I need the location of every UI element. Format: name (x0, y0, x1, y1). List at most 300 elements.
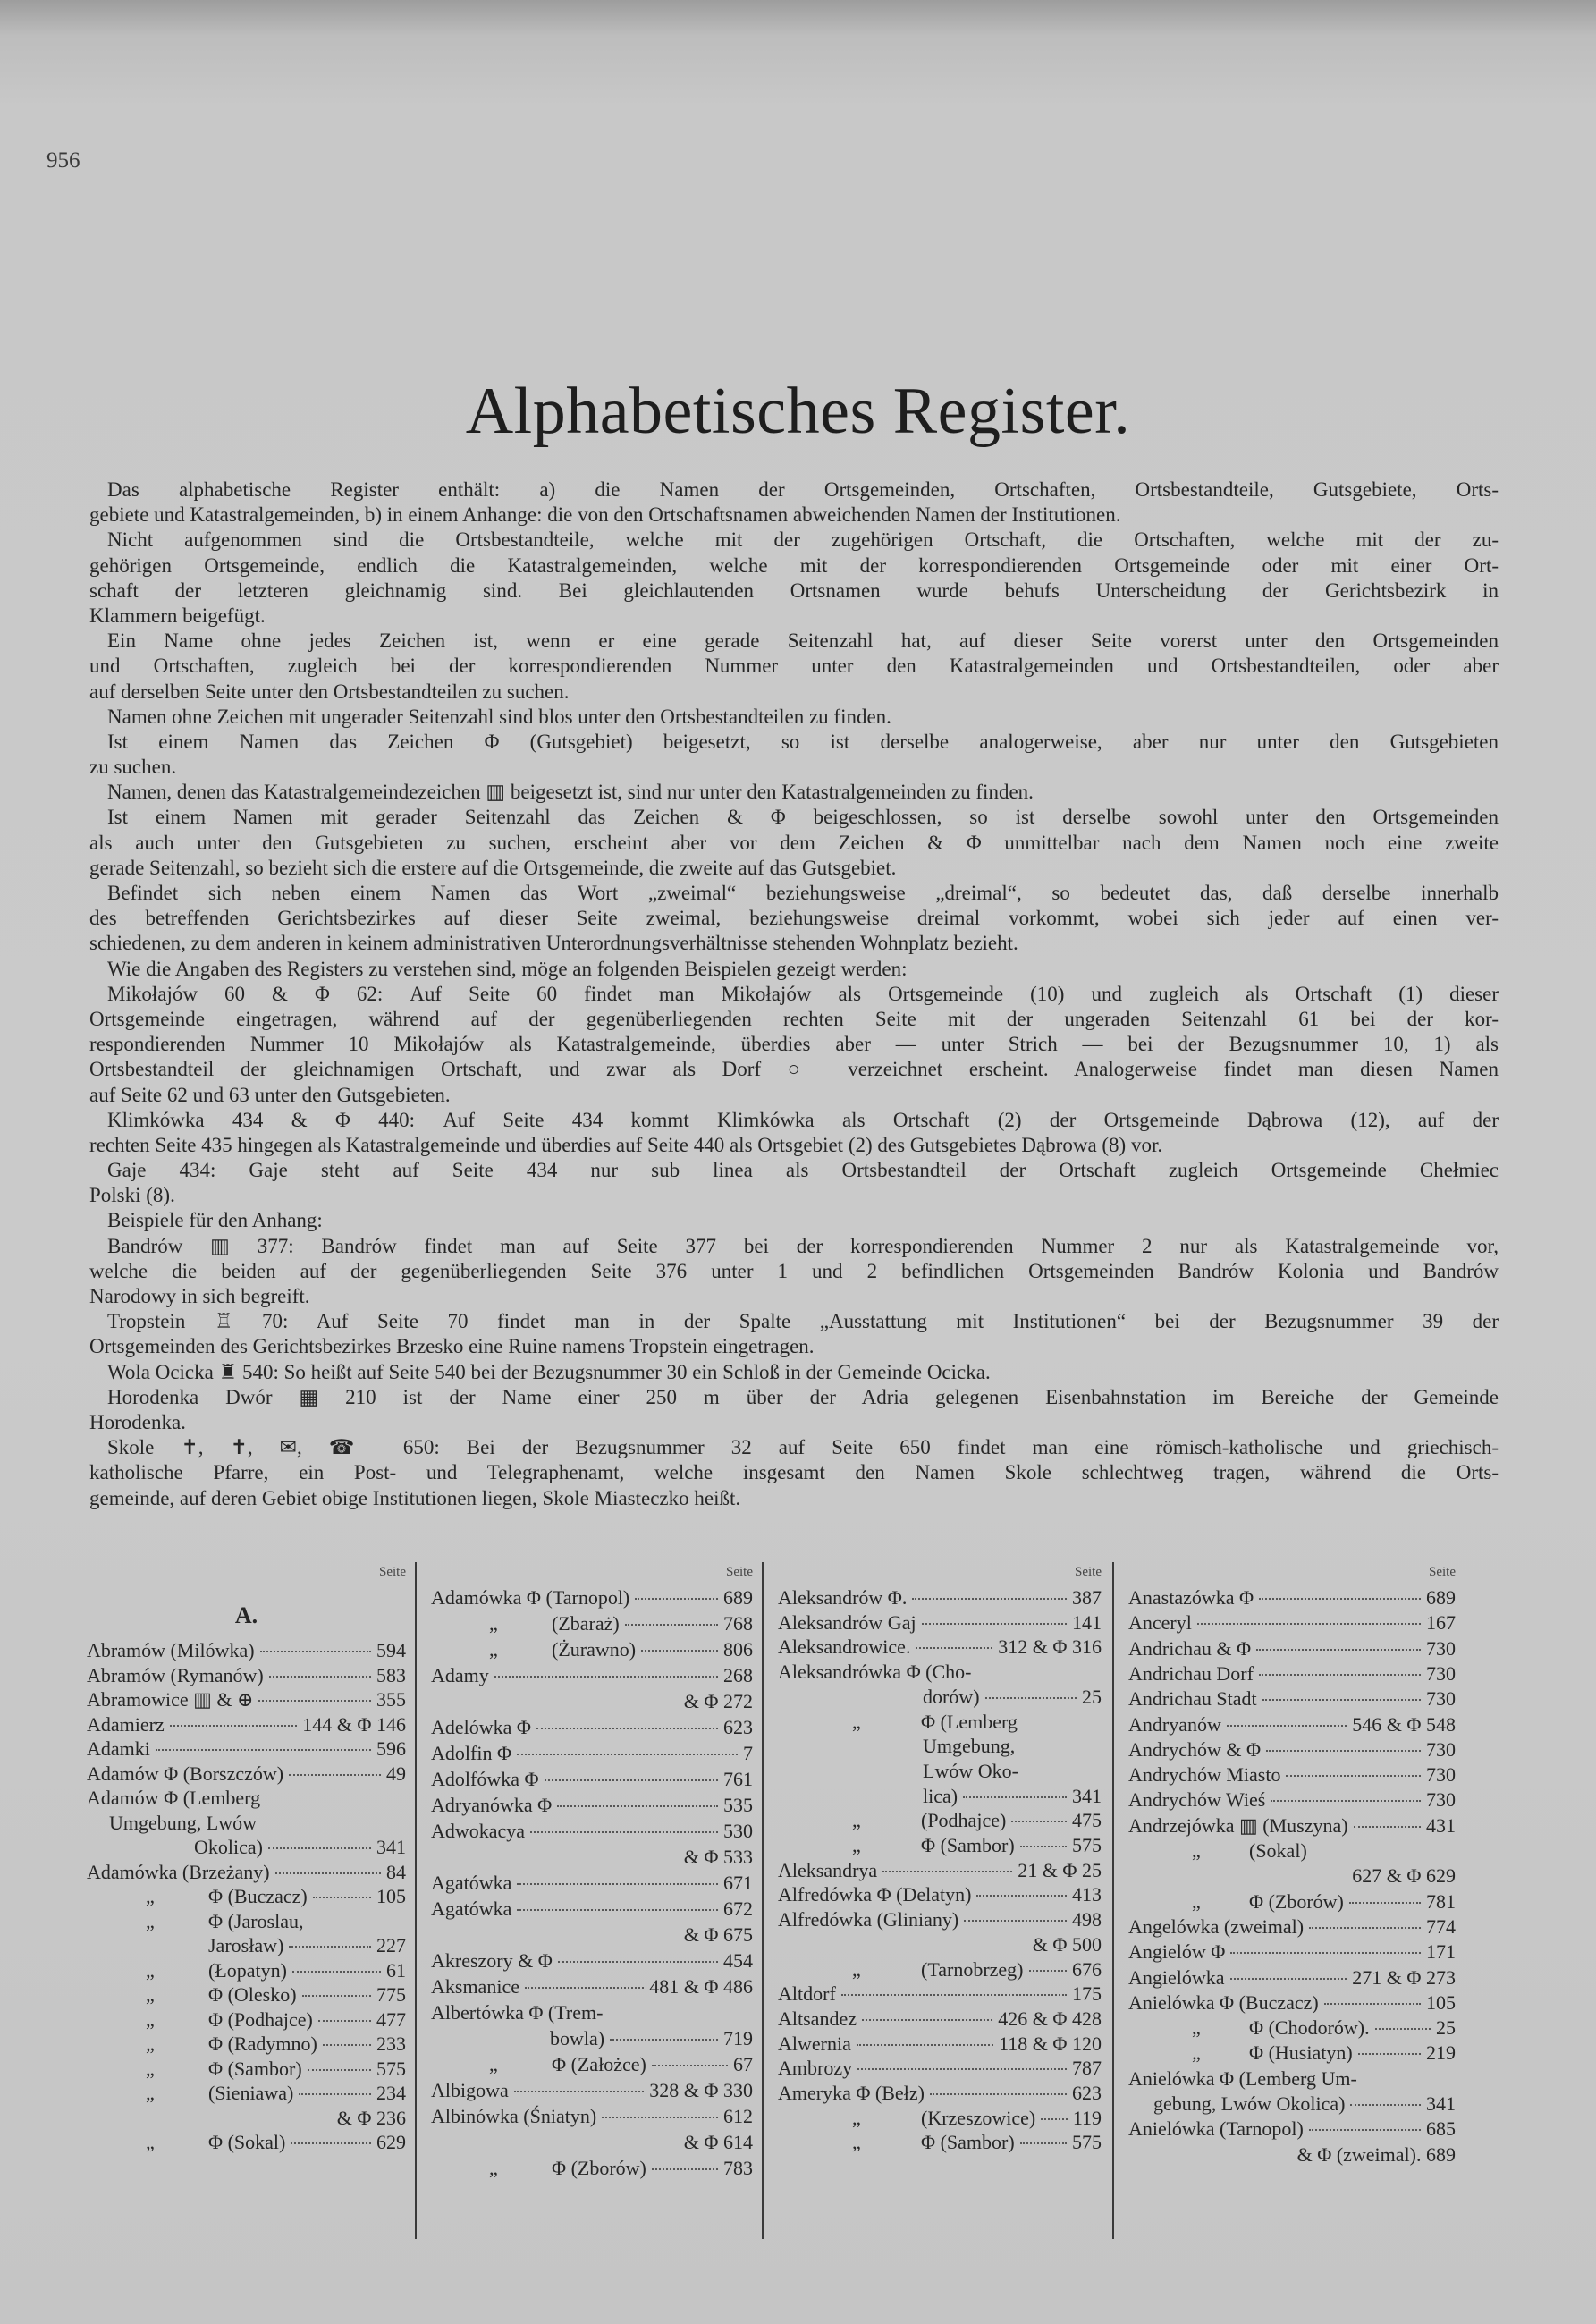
entry-name: Andryanów (1128, 1712, 1221, 1736)
text-line: gemeinde, auf deren Gebiet obige Institutionen liegen, Skole Miasteczko heißt. (89, 1486, 741, 1509)
entry-page-number: 730 (1426, 1636, 1456, 1660)
text-line: gebiete und Katastralgemeinden, b) in einem Anhange: die von den Ortschaftsnamen abweichenden Namen der Institutionen. (89, 503, 1121, 527)
entry-name: Φ (Sokal) (208, 2131, 286, 2153)
text-line: auf Seite 62 und 63 unter den Gutsgebieten. (89, 1083, 451, 1106)
entry-page-number: 546 & Φ 548 (1352, 1712, 1456, 1736)
text-line: Befindet sich neben einem Namen das Wort „zweimal“ beziehungsweise „dreimal“, so bedeutet das, daß derselbe innerhalb (107, 882, 1499, 904)
text-line: Narodowy in sich begreift. (89, 1285, 310, 1307)
entry-name: (Zbaraż) (552, 1612, 620, 1635)
entry-page-number: 312 & Φ 316 (998, 1635, 1102, 1659)
entry-page-number: 67 (733, 2053, 753, 2075)
entry-page-number: 167 (1426, 1611, 1456, 1635)
index-entry (87, 1664, 406, 1687)
entry-page-number: 61 (386, 1958, 406, 1982)
index-entry (431, 1768, 753, 1791)
leader-dots (268, 1847, 371, 1849)
leader-dots (1266, 1750, 1421, 1752)
entry-name: Φ (Zborów) (1249, 1889, 1344, 1913)
leader-dots (652, 2168, 718, 2170)
entry-page-number: 787 (1072, 2057, 1102, 2080)
index-entry (778, 2007, 1102, 2031)
entry-page-number: 119 (1072, 2106, 1102, 2129)
page-column-header: Seite (1075, 1565, 1102, 1579)
page-column-header: Seite (1429, 1565, 1456, 1579)
index-entry (778, 1661, 1102, 1684)
entry-page-number: 49 (386, 1762, 406, 1785)
index-entry (778, 1686, 1102, 1709)
entry-page-number: 774 (1426, 1914, 1456, 1938)
index-entry (778, 2107, 1102, 2130)
index-entry (778, 1982, 1102, 2006)
index-entry (778, 1883, 1102, 1906)
entry-page-number: 454 (723, 1949, 753, 1972)
index-entry (1128, 2041, 1456, 2065)
leader-dots (1349, 1902, 1421, 1904)
entry-page-number: 341 (376, 1836, 406, 1858)
index-entry (431, 1923, 753, 1947)
entry-page-number: 21 & Φ 25 (1018, 1858, 1102, 1881)
entry-page-number: 623 (1072, 2082, 1102, 2104)
section-letter: A. (234, 1602, 258, 1628)
text-line: Namen, denen das Katastralgemeindezeichen ▥ beigesetzt ist, sind nur unter den Katastralgemeinden zu finden. (107, 781, 1034, 804)
text-line: Bandrów ▥ 377: Bandrów findet man auf Seite 377 bei der korrespondierenden Nummer 2 nur als Katastralgemeinde vor, (107, 1234, 1499, 1257)
leader-dots (156, 1749, 371, 1751)
text-line: Ist einem Namen mit gerader Seitenzahl das Zeichen & Φ beigeschlossen, so ist derselbe sowohl unter den Ortsgemeinden (107, 806, 1499, 829)
leader-dots (302, 1995, 371, 1997)
entry-name: Φ (Założce) (552, 2053, 646, 2075)
ditto-mark: „ (1192, 1839, 1201, 1862)
leader-dots (517, 1909, 718, 1911)
leader-dots (525, 1987, 644, 1989)
index-entry (1128, 1662, 1456, 1686)
index-entry (431, 2001, 753, 2024)
index-entry (87, 1713, 406, 1737)
entry-name: Φ (Olesko) (208, 1983, 297, 2006)
text-line: rechten Seite 435 hingegen als Katastralgemeinde und überdies auf Seite 440 als Ortsgebiet (2) des Gutsgebietes Dąbrowa (8) vor. (89, 1133, 1163, 1156)
ditto-mark: „ (146, 1958, 155, 1982)
leader-dots (916, 1647, 992, 1649)
entry-page-number: 144 & Φ 146 (302, 1712, 406, 1736)
entry-page-number: 355 (376, 1688, 406, 1711)
entry-page-number: 25 (1082, 1685, 1102, 1708)
entry-name: Adamów Φ (Lemberg (87, 1787, 261, 1809)
index-entry (431, 2027, 753, 2050)
index-entry (778, 1834, 1102, 1857)
entry-name: (Sieniawa) (208, 2082, 294, 2104)
index-entry (431, 1664, 753, 1687)
entry-name: Anceryl (1128, 1611, 1192, 1635)
entry-page-number: 575 (1072, 1834, 1102, 1856)
index-entry (87, 2082, 406, 2105)
leader-dots (1262, 1699, 1421, 1701)
entry-page-number: 719 (723, 2027, 753, 2049)
leader-dots (862, 2019, 992, 2021)
text-line: Klimkówka 434 & Φ 440: Auf Seite 434 kommt Klimkówka als Ortschaft (2) der Ortsgemeinde Dąbrowa (12), auf der (107, 1108, 1499, 1131)
index-entry (1128, 2117, 1456, 2141)
entry-page-number: & Φ 614 (683, 2131, 753, 2153)
index-entry (1128, 1814, 1456, 1838)
entry-page-number: 105 (1426, 1990, 1456, 2014)
entry-name: (Krzeszowice) (921, 2106, 1036, 2129)
ditto-mark: „ (852, 2106, 861, 2129)
leader-dots (602, 2117, 718, 2118)
index-entry (431, 1586, 753, 1610)
leader-dots (269, 1676, 371, 1678)
leader-dots (292, 1971, 381, 1973)
leader-dots (1354, 1826, 1421, 1828)
index-entry (431, 2105, 753, 2128)
index-entry (431, 2079, 753, 2102)
index-entry (87, 1910, 406, 1933)
leader-dots (635, 1598, 718, 1600)
leader-dots (976, 1895, 1067, 1897)
leader-dots (985, 1697, 1077, 1699)
text-line: Tropstein ♖ 70: Auf Seite 70 findet man in der Spalte „Ausstattung mit Institutionen“ bei der Bezugsnummer 39 der (107, 1310, 1499, 1333)
entry-name: Angielów Φ (1128, 1940, 1226, 1964)
index-entry (778, 2057, 1102, 2080)
entry-name: Adamki (87, 1737, 150, 1760)
leader-dots (857, 2044, 993, 2046)
ditto-mark: „ (1192, 2016, 1201, 2040)
index-entry (87, 1836, 406, 1859)
ditto-mark: „ (852, 1809, 861, 1832)
entry-name: Okolica) (194, 1836, 263, 1858)
leader-dots (289, 1946, 371, 1948)
index-entry (778, 1908, 1102, 1931)
index-entry (1128, 1915, 1456, 1939)
ditto-mark: „ (852, 1710, 861, 1733)
entry-name: Lwów Oko- (923, 1759, 1018, 1782)
entry-page-number: 271 & Φ 273 (1352, 1965, 1456, 1989)
entry-name: Jarosław) (208, 1934, 284, 1956)
leader-dots (610, 2039, 718, 2041)
column-divider (415, 1562, 417, 2239)
entry-page-number: 234 (376, 2082, 406, 2104)
index-entry (431, 1846, 753, 1869)
entry-name: Andrichau & Φ (1128, 1636, 1252, 1660)
index-entry (778, 1859, 1102, 1882)
page-number: 956 (46, 148, 80, 173)
entry-page-number: 341 (1426, 2092, 1456, 2115)
page-column-header: Seite (726, 1565, 753, 1579)
leader-dots (1020, 2142, 1067, 2144)
entry-page-number: 575 (1072, 2131, 1102, 2154)
entry-page-number: 730 (1426, 1763, 1456, 1787)
entry-page-number: 328 & Φ 330 (649, 2079, 753, 2101)
entry-name: (Podhajce) (921, 1809, 1007, 1832)
text-line: Horodenka Dwór ▦ 210 ist der Name einer 250 m über der Adria gelegenen Eisenbahnstation im Bereiche der Gemeinde (107, 1385, 1499, 1408)
leader-dots (289, 1774, 381, 1776)
entry-page-number: 268 (723, 1664, 753, 1686)
leader-dots (318, 2020, 371, 2022)
entry-name: Anielówka Φ (Lemberg Um- (1128, 2066, 1357, 2090)
index-entry (87, 2131, 406, 2154)
entry-name: Aksmanice (431, 1975, 519, 1998)
index-entry (1128, 1586, 1456, 1610)
leader-dots (1029, 1970, 1067, 1972)
leader-dots (1309, 1927, 1421, 1929)
text-line: katholische Pfarre, ein Post- und Telegraphenamt, welche insgesamt den Namen Skole schlechtweg tragen, während die Orts- (89, 1461, 1499, 1484)
index-entry (1128, 2016, 1456, 2040)
entry-name: Φ (Sambor) (921, 2131, 1015, 2154)
leader-dots (536, 1728, 718, 1729)
entry-page-number: 475 (1072, 1809, 1102, 1832)
entry-page-number: 535 (723, 1794, 753, 1816)
entry-name: lica) (923, 1784, 958, 1807)
leader-dots (170, 1725, 298, 1727)
leader-dots (1375, 2028, 1431, 2030)
text-line: Ein Name ohne jedes Zeichen ist, wenn er eine gerade Seitenzahl hat, auf dieser Seite vorerst unter den Ortsgemeinden (107, 630, 1499, 653)
ditto-mark: „ (146, 2057, 155, 2080)
leader-dots (530, 1831, 718, 1833)
text-line: Wie die Angaben des Registers zu verstehen sind, möge an folgenden Beispielen gezeigt werden: (107, 957, 908, 980)
entry-name: Altdorf (778, 1982, 836, 2006)
entry-name: Abramowice ▥ & ⊕ (87, 1688, 254, 1711)
text-line: Mikołajów 60 & Φ 62: Auf Seite 60 findet man Mikołajów als Ortsgemeinde (10) und zugleich als Ortschaft (1) dieser (107, 982, 1499, 1005)
index-entry (87, 1787, 406, 1810)
entry-name: Abramów (Rymanów) (87, 1663, 264, 1686)
entry-name: Aleksandrówka Φ (Cho- (778, 1661, 972, 1684)
index-entry (778, 1611, 1102, 1635)
entry-name: Andrychów Miasto (1128, 1763, 1281, 1787)
text-line: Nicht aufgenommen sind die Ortsbestandteile, welche mit der zugehörigen Ortschaft, die Ortschaften, welche mit der zu- (107, 528, 1499, 552)
index-entry (778, 1735, 1102, 1758)
leader-dots (517, 1883, 718, 1885)
text-line: schaft der letzteren gleichnamig sind. Bei gleichlautenden Ortsnamen wurde behufs Unterscheidung der Gerichtsbezirk in (89, 579, 1499, 602)
leader-dots (882, 1871, 1012, 1872)
entry-name: Albinówka (Śniatyn) (431, 2105, 597, 2127)
entry-page-number: 387 (1072, 1586, 1102, 1609)
entry-page-number: 219 (1426, 2041, 1456, 2065)
leader-dots (652, 2065, 728, 2066)
index-entry (1128, 2143, 1456, 2167)
leader-dots (1011, 1821, 1067, 1822)
entry-name: Φ (Sambor) (921, 1834, 1015, 1856)
entry-name: Alwernia (778, 2032, 851, 2055)
entry-page-number: 583 (376, 1663, 406, 1686)
entry-page-number: 612 (723, 2105, 753, 2127)
text-line: Skole ✝, ✝, ✉, ☎ 650: Bei der Bezugsnummer 32 auf Seite 650 findet man eine römisch-katholische und griechisch- (107, 1436, 1499, 1459)
index-entry (778, 2131, 1102, 2154)
entry-name: Φ (Zborów) (552, 2157, 646, 2179)
column-divider (762, 1562, 764, 2239)
entry-name: Andrichau Stadt (1128, 1687, 1257, 1711)
entry-page-number: 477 (376, 2007, 406, 2031)
ditto-mark: „ (852, 1957, 861, 1981)
entry-name: Anielówka Φ (Buczacz) (1128, 1990, 1319, 2014)
leader-dots (930, 2093, 1067, 2095)
index-entry (431, 2157, 753, 2180)
leader-dots (313, 1897, 371, 1898)
index-entry (431, 1794, 753, 1817)
entry-name: Akreszory & Φ (431, 1949, 553, 1972)
entry-name: (Łopatyn) (208, 1958, 287, 1982)
text-line: Klammern beigefügt. (89, 604, 266, 627)
introduction-text (89, 477, 1499, 1511)
entry-page-number: 730 (1426, 1661, 1456, 1685)
entry-page-number: 498 (1072, 1908, 1102, 1931)
leader-dots (299, 2093, 371, 2095)
column-divider (1112, 1562, 1114, 2239)
ditto-mark: „ (146, 2007, 155, 2031)
text-line: Gaje 434: Gaje steht auf Seite 434 nur sub linea als Ortsbestandteil der Ortschaft zugleich Ortsgemeinde Chełmiec (107, 1159, 1499, 1182)
index-entry (431, 1612, 753, 1635)
leader-dots (1286, 1775, 1421, 1777)
entry-name: gebung, Lwów Okolica) (1153, 2092, 1346, 2115)
entry-name: Adamów Φ (Borszczów) (87, 1762, 284, 1785)
entry-name: bowla) (550, 2027, 605, 2049)
index-entry (431, 1638, 753, 1661)
index-entry (1128, 1966, 1456, 1990)
index-entry (1128, 1738, 1456, 1762)
entry-page-number: 530 (723, 1820, 753, 1842)
entry-page-number: 629 (376, 2131, 406, 2153)
entry-name: (Żurawno) (552, 1638, 637, 1661)
index-entry (1128, 1839, 1456, 1863)
text-line: zu suchen. (89, 756, 177, 779)
index-entry (1128, 1864, 1456, 1888)
text-line: Namen ohne Zeichen mit ungerader Seitenzahl sind blos unter den Ortsbestandteilen zu finden. (107, 705, 891, 728)
index-entry (431, 1975, 753, 1999)
entry-name: Abramów (Milówka) (87, 1639, 255, 1661)
leader-dots (494, 1676, 718, 1678)
leader-dots (841, 1994, 1067, 1996)
text-line: und Ortschaften, zugleich bei der korrespondierenden Nummer unter den Katastralgemeinden und Ortsbestandteilen, oder aber (89, 655, 1499, 678)
entry-name: (Tarnobrzeg) (921, 1957, 1024, 1981)
index-entry (87, 1762, 406, 1786)
entry-name: Φ (Podhajce) (208, 2007, 313, 2031)
text-line: Das alphabetische Register enthält: a) die Namen der Ortsgemeinden, Ortschaften, Ortsbestandteile, Gutsgebiete, Orts- (107, 478, 1499, 501)
index-entry (87, 1885, 406, 1908)
entry-page-number: & Φ 533 (683, 1846, 753, 1868)
ditto-mark: „ (852, 2131, 861, 2154)
index-entry (87, 2107, 406, 2130)
leader-dots (1350, 2104, 1421, 2106)
entry-name: Φ (Husiatyn) (1249, 2041, 1353, 2065)
leader-dots (557, 1805, 718, 1807)
entry-page-number: 672 (723, 1897, 753, 1920)
leader-dots (1324, 2003, 1421, 2005)
leader-dots (275, 1872, 381, 1874)
text-line: Polski (8). (89, 1184, 175, 1207)
entry-name: Altsandez (778, 2007, 857, 2030)
entry-name: Anastazówka Φ (1128, 1586, 1254, 1609)
index-entry (87, 2008, 406, 2032)
index-entry (1128, 1637, 1456, 1661)
entry-name: Ameryka Φ (Bełz) (778, 2082, 925, 2104)
index-entry (87, 1688, 406, 1711)
leader-dots (545, 1779, 718, 1781)
index-entry (87, 1861, 406, 1884)
ditto-mark: „ (146, 2082, 155, 2104)
entry-page-number: 689 (1426, 1586, 1456, 1609)
entry-name: Adelówka Φ (431, 1716, 531, 1738)
text-line: Beispiele für den Anhang: (107, 1209, 323, 1232)
leader-dots (517, 1754, 738, 1755)
entry-name: Adamówka (Brzeżany) (87, 1860, 270, 1883)
index-entry (87, 1934, 406, 1957)
index-entry (87, 2032, 406, 2056)
index-entry (778, 1809, 1102, 1832)
entry-page-number: 623 (723, 1716, 753, 1738)
leader-dots (1020, 1846, 1067, 1847)
entry-page-number: 413 (1072, 1883, 1102, 1906)
entry-name: Aleksandrowice. (778, 1635, 911, 1659)
entry-name: Aleksandrów Φ. (778, 1586, 908, 1609)
entry-page-number: & Φ (zweimal). 689 (1296, 2142, 1456, 2166)
text-line: gehörigen Ortsgemeinde, endlich die Katastralgemeinden, welche mit der korrespondierenden Ortsgemeinde oder mit einer Ort- (89, 554, 1499, 577)
entry-page-number: 730 (1426, 1788, 1456, 1812)
entry-page-number: 761 (723, 1768, 753, 1790)
ditto-mark: „ (146, 1885, 155, 1907)
index-entry (431, 2131, 753, 2154)
text-line: Ortsbestandteil der gleichnamigen Ortschaft, und zwar als Dorf ○ verzeichnet erscheint. Analogerweise findet man diesen Namen (89, 1058, 1499, 1081)
entry-page-number: 105 (376, 1885, 406, 1907)
index-entry (87, 2058, 406, 2081)
index-entry (1128, 1991, 1456, 2015)
entry-name: Angielówka (1128, 1965, 1225, 1989)
entry-name: Umgebung, Lwów (109, 1811, 257, 1834)
text-line: schiedenen, zu dem anderen in keinem administrativen Unterordnungsverhältnisse stehenden Wohnplatz bezieht. (89, 932, 1018, 955)
entry-name: Adryanówka Φ (431, 1794, 553, 1816)
index-entry (1128, 2067, 1456, 2091)
entry-page-number: & Φ 500 (1032, 1932, 1102, 1956)
entry-page-number: 227 (376, 1934, 406, 1956)
entry-name: Ambrozy (778, 2057, 853, 2080)
page-column-header: Seite (379, 1565, 406, 1579)
entry-page-number: 84 (386, 1860, 406, 1883)
leader-dots (1197, 1623, 1421, 1625)
leader-dots (1230, 1978, 1347, 1980)
leader-dots (260, 1651, 371, 1652)
index-entry (431, 1872, 753, 1895)
entry-name: Adwokacya (431, 1820, 526, 1842)
entry-page-number: 806 (723, 1638, 753, 1661)
ditto-mark: „ (489, 2053, 498, 2075)
leader-dots (625, 1624, 718, 1626)
entry-name: dorów) (923, 1685, 980, 1708)
leader-dots (1230, 1952, 1421, 1954)
index-entry (431, 1820, 753, 1843)
index-entry (778, 1586, 1102, 1610)
text-line: als auch unter den Gutsgebieten zu suchen, erscheint aber vor dem Zeichen & Φ unmittelbar nach dem Namen noch eine zweite (89, 831, 1499, 854)
entry-name: Albertówka Φ (Trem- (431, 2001, 604, 2024)
entry-page-number: & Φ 236 (336, 2106, 406, 2129)
index-entry (1128, 1940, 1456, 1964)
entry-page-number: 141 (1072, 1610, 1102, 1634)
entry-name: Alfredówka Φ (Delatyn) (778, 1883, 972, 1906)
leader-dots (1271, 1800, 1421, 1802)
index-entry (778, 2032, 1102, 2056)
entry-page-number: 431 (1426, 1813, 1456, 1837)
leader-dots (308, 2069, 371, 2071)
leader-dots (912, 1598, 1067, 1600)
entry-page-number: 730 (1426, 1737, 1456, 1761)
text-line: gerade Seitenzahl, so bezieht sich die erstere auf die Ortsgemeinde, die zweite auf das Gutsgebiet. (89, 856, 897, 879)
entry-page-number: 671 (723, 1872, 753, 1894)
text-line: welche die beiden auf der gegenüberliegenden Seite 376 unter 1 und 2 befindlichen Ortsgemeinden Bandrów Kolonia und Bandrów (89, 1259, 1499, 1282)
leader-dots (1256, 1649, 1421, 1651)
leader-dots (1309, 2129, 1421, 2131)
index-entry (431, 1949, 753, 1973)
page-title: Alphabetisches Register. (465, 375, 1131, 448)
index-entry (87, 1812, 406, 1835)
entry-name: Andrychów Wieś (1128, 1788, 1266, 1812)
ditto-mark: „ (1192, 2041, 1201, 2065)
entry-page-number: 596 (376, 1737, 406, 1760)
entry-name: Adamówka Φ (Tarnopol) (431, 1586, 630, 1609)
leader-dots (641, 1650, 718, 1652)
